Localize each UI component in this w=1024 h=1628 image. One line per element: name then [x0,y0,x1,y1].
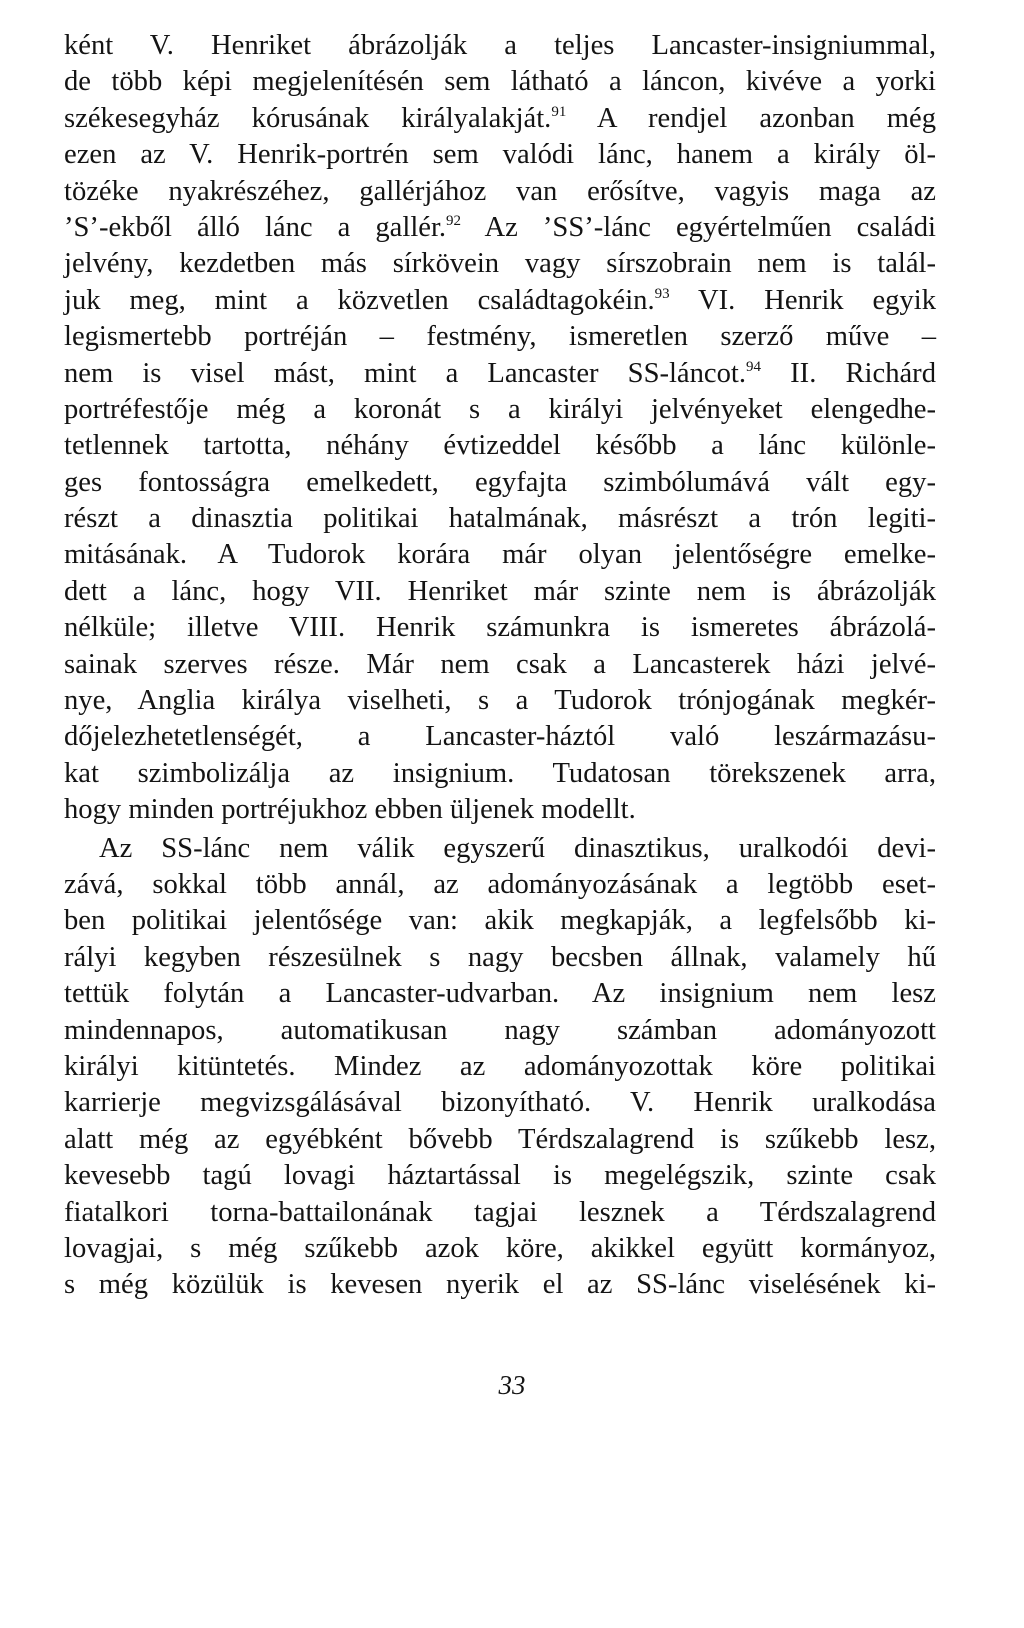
text-line [64,610,936,646]
footnote-marker[interactable]: 93 [654,285,670,302]
text-line [64,1049,936,1085]
line-text: A rendjel azonban még [566,102,936,134]
line-text: nem is visel mást, mint a Lancaster SS-láncot. [64,357,747,389]
text-line [64,756,936,792]
line-text: királyi kitüntetés. Mindez az adományozottak köre politikai [64,1050,936,1082]
text-line [64,428,936,464]
text-line [64,392,936,428]
text-line [64,1158,936,1194]
line-text: nélküle; illetve VIII. Henrik számunkra is ismeretes ábrázolá- [64,612,936,644]
footnote-marker[interactable]: 91 [551,103,567,120]
line-text: alatt még az egyébként bővebb Térdszalagrend is szűkebb lesz, [64,1123,936,1155]
text-line [64,792,936,828]
text-line [64,210,936,246]
page-number: 33 [498,1370,526,1400]
line-text: kevesebb tagú lovagi háztartással is megelégszik, szinte csak [64,1160,936,1192]
line-text: rályi kegyben részesülnek s nagy becsben állnak, valamely hű [64,941,936,973]
text-line [64,1195,936,1231]
footnote-marker[interactable]: 94 [746,358,762,375]
footnote-marker[interactable]: 92 [446,212,462,229]
text-line [64,319,936,355]
line-text: nye, Anglia királya viselheti, s a Tudorok trónjogának megkér- [64,685,936,717]
paragraph-1 [64,28,936,829]
line-text: de több képi megjelenítésén sem látható a láncon, kivéve a yorki [64,66,936,98]
line-text: karrierje megvizsgálásával bizonyítható. V. Henrik uralkodása [64,1087,936,1119]
line-text: sainak szerves része. Már nem csak a Lancasterek házi jelvé- [64,648,936,680]
line-text: tetlennek tartotta, néhány évtizeddel később a lánc különle- [64,430,936,462]
text-line [64,246,936,282]
text-line [64,1085,936,1121]
line-text: tözéke nyakrészéhez, gallérjához van erősítve, vagyis maga az [64,175,936,207]
text-line [64,683,936,719]
line-text: mindennapos, automatikusan nagy számban adományozott [64,1014,936,1046]
line-text: kat szimbolizálja az insignium. Tudatosan törekszenek arra, [64,757,936,789]
text-line [64,64,936,100]
text-line [64,867,936,903]
text-line [64,101,936,137]
line-text: legismertebb portréján – festmény, ismeretlen szerző műve – [64,321,936,353]
line-text: ezen az V. Henrik-portrén sem valódi lánc, hanem a király öl- [64,139,936,171]
line-text: Az SS-lánc nem válik egyszerű dinasztikus, uralkodói devi- [99,832,936,864]
line-text: VI. Henrik egyik [669,284,936,316]
text-line [64,1267,936,1303]
line-text: tettük folytán a Lancaster-udvarban. Az insignium nem lesz [64,978,936,1010]
text-line [64,28,936,64]
line-text: fiatalkori torna-battailonának tagjai lesznek a Térdszalagrend [64,1196,936,1228]
text-line [64,1013,936,1049]
line-text: zává, sokkal több annál, az adományozásának a legtöbb eset- [64,868,936,900]
text-line [64,283,936,319]
line-text: portréfestője még a koronát s a királyi jelvényeket elengedhe- [64,393,936,425]
text-line [64,831,936,867]
line-text: ben politikai jelentősége van: akik megkapják, a legfelsőbb ki- [64,905,936,937]
text-line [64,574,936,610]
line-text: székesegyház kórusának királyalakját. [64,102,552,134]
line-text: juk meg, mint a közvetlen családtagokéin. [64,284,655,316]
text-line [64,976,936,1012]
text-line [64,1122,936,1158]
line-text: hogy minden portréjukhoz ebben üljenek modellt. [64,794,636,826]
text-line [64,903,936,939]
line-text: Az ’SS’-lánc egyértelműen családi [461,211,936,243]
line-text: ként V. Henriket ábrázolják a teljes Lancaster-insigniummal, [64,30,936,61]
text-line [64,356,936,392]
text-line [64,537,936,573]
line-text: jelvény, kezdetben más sírkövein vagy sírszobrain nem is talál- [64,248,936,280]
line-text: ’S’-ekből álló lánc a gallér. [64,211,447,243]
text-line [64,647,936,683]
line-text: mitásának. A Tudorok korára már olyan jelentőségre emelke- [64,539,936,571]
line-text: s még közülük is kevesen nyerik el az SS-lánc viselésének ki- [64,1269,936,1301]
line-text: II. Richárd [761,357,936,389]
text-line [64,501,936,537]
text-line [64,940,936,976]
text-line [64,1231,936,1267]
body-text [64,28,936,1304]
text-line [64,174,936,210]
line-text: dőjelezhetetlenségét, a Lancaster-háztól való leszármazásu- [64,721,936,753]
text-line [64,137,936,173]
line-text: ges fontosságra emelkedett, egyfajta szimbólumává vált egy- [64,466,936,498]
text-line [64,465,936,501]
line-text: lovagjai, s még szűkebb azok köre, akikkel együtt kormányoz, [64,1232,936,1264]
paragraph-2 [64,831,936,1304]
line-text: dett a lánc, hogy VII. Henriket már szinte nem is ábrázolják [64,575,936,607]
text-line [64,719,936,755]
line-text: részt a dinasztia politikai hatalmának, másrészt a trón legiti- [64,503,936,535]
